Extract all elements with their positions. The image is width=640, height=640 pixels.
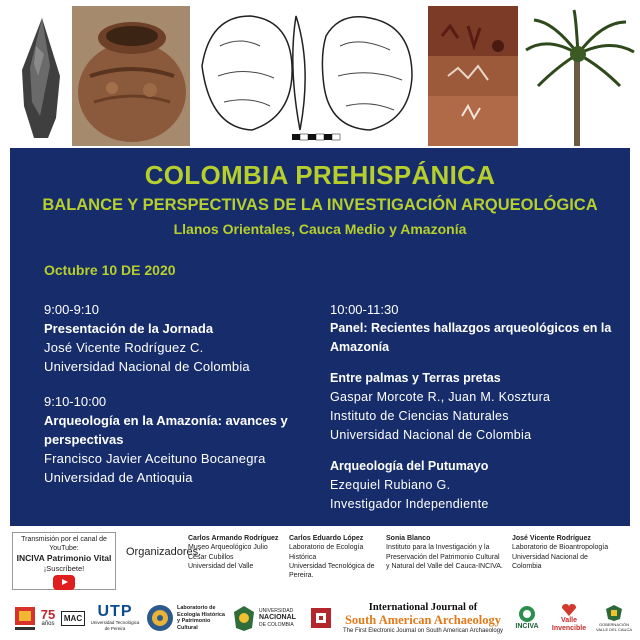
museum-logo (12, 600, 38, 636)
youtube-play-icon[interactable] (53, 575, 75, 590)
session-item (44, 300, 314, 376)
organizers-label: Organizadores: (126, 546, 202, 558)
unal-line-2: NACIONAL (259, 614, 296, 621)
journal-logo (342, 600, 504, 636)
utp-logo (90, 600, 140, 636)
session-speaker: José Vicente Rodríguez C. (44, 340, 204, 355)
gobernacion-logo (594, 600, 634, 636)
talk-title: Arqueología del Putumayo (330, 459, 489, 473)
program-panel (10, 148, 630, 526)
organizer-line: Colombia (512, 562, 542, 570)
organizer-name: Carlos Armando Rodríguez (188, 535, 279, 542)
panel-title: Panel: Recientes hallazgos arqueológicos en la Amazonía (330, 321, 612, 354)
inciva-mark: INCIVA (515, 623, 539, 630)
years-mark: años (41, 621, 55, 627)
talk-item (330, 369, 620, 445)
event-subtitle: BALANCE Y PERSPECTIVAS DE LA INVESTIGACIÓN ARQUEOLÓGICA (42, 196, 598, 214)
heritage-logo (306, 600, 336, 636)
youtube-stream-box[interactable] (12, 532, 116, 590)
ecology-lab-caption: Laboratorio de Ecología Histórica y Patrimonio Cultural (177, 605, 225, 631)
organizer-entry (188, 534, 288, 571)
youtube-subscribe[interactable]: ¡Suscríbete! (43, 564, 85, 573)
session-title: Presentación de la Jornada (44, 321, 214, 336)
organizer-line: Universidad Tecnológica de (289, 562, 375, 570)
palm-tree-photo (518, 6, 640, 146)
sponsor-logos-row (0, 596, 640, 640)
journal-line-3: The First Electronic Journal on South American Archaeology (342, 627, 504, 634)
organizer-line: Laboratorio de Ecología (289, 544, 364, 552)
gobernacion-caption: GOBERNACIÓN VALLE DEL CAUCA (595, 622, 632, 632)
projectile-point-photo (10, 6, 72, 146)
program-left-column (44, 300, 314, 503)
organizer-line: Pereira. (289, 572, 314, 580)
session-title: Arqueología en la Amazonía: avances y perspectivas (44, 413, 288, 447)
utp-mark: UTP (97, 603, 133, 620)
organizer-line: Preservación del Patrimonio Cultural (386, 553, 500, 561)
artifact-line-drawing (190, 6, 422, 146)
unal-line-3: DE COLOMBIA (259, 622, 294, 628)
univalle-75-logo (38, 600, 58, 636)
organizer-line: Museo Arqueológico Julio (188, 544, 268, 552)
valle-invencible-logo (548, 600, 590, 636)
ceramic-vessel-photo (72, 6, 190, 146)
organizer-name: Carlos Eduardo López (289, 535, 364, 542)
organizer-entry (289, 534, 389, 580)
session-time: 9:00-9:10 (44, 302, 99, 317)
organizer-name: Sonia Blanco (386, 535, 431, 542)
session-affiliation: Universidad de Antioquia (44, 470, 193, 485)
unal-line-1: UNIVERSIDAD (259, 608, 294, 614)
program-right-column (330, 300, 620, 526)
mac-logo (60, 600, 86, 636)
organizer-entry (512, 534, 628, 571)
organizer-line: César Cubillos (188, 553, 234, 561)
event-date: Octubre 10 DE 2020 (44, 262, 176, 278)
ecology-lab-logo (146, 600, 228, 636)
mac-mark: MAC (61, 611, 85, 626)
image-strip (0, 0, 640, 150)
session-time: 9:10-10:00 (44, 394, 107, 409)
youtube-intro: Transmisión por el canal de YouTube: (21, 536, 107, 552)
journal-line-1: International Journal of (368, 601, 478, 613)
youtube-channel-name[interactable]: INCIVA Patrimonio Vital (16, 553, 112, 563)
panel-session (330, 300, 620, 357)
journal-line-2: South American Archaeology (344, 612, 502, 627)
organizer-line: Universidad del Valle (188, 562, 254, 570)
talk-title: Entre palmas y Terras pretas (330, 371, 501, 385)
unal-wordmark (259, 608, 296, 628)
talk-institution: Instituto de Ciencias Naturales (330, 409, 509, 423)
rock-art-photo (428, 6, 518, 146)
organizers-band (10, 526, 630, 594)
organizer-line: y Natural del Valle del Cauca-INCIVA. (386, 562, 503, 570)
utp-caption: Universidad Tecnológica de Pereira (90, 620, 140, 631)
session-time: 10:00-11:30 (330, 302, 399, 317)
talk-speakers: Gaspar Morcote R., Juan M. Kosztura (330, 390, 551, 404)
session-affiliation: Universidad Nacional de Colombia (44, 359, 250, 374)
organizer-entry (386, 534, 514, 571)
event-title: COLOMBIA PREHISPÁNICA (144, 160, 496, 190)
talk-affiliation: Investigador Independiente (330, 497, 489, 511)
organizer-line: Histórica (289, 553, 317, 561)
valle-line-1: Valle (561, 617, 577, 624)
organizer-line: Laboratorio de Bioantropología (512, 544, 609, 552)
organizer-line: Instituto para la Investigación y la (386, 544, 490, 552)
talk-speaker: Ezequiel Rubiano G. (330, 478, 451, 492)
seventy-five-mark: 75 (40, 607, 56, 622)
organizer-name: José Vicente Rodríguez (512, 535, 591, 542)
unal-logo (232, 600, 302, 636)
session-item (44, 392, 314, 487)
valle-line-2: Invencible (551, 625, 587, 632)
talk-university: Universidad Nacional de Colombia (330, 428, 532, 442)
organizer-line: Universidad Nacional de (512, 553, 588, 561)
event-regions: Llanos Orientales, Cauca Medio y Amazonía (173, 221, 467, 237)
talk-item (330, 457, 620, 514)
inciva-logo (510, 600, 544, 636)
session-speaker: Francisco Javier Aceituno Bocanegra (44, 451, 266, 466)
